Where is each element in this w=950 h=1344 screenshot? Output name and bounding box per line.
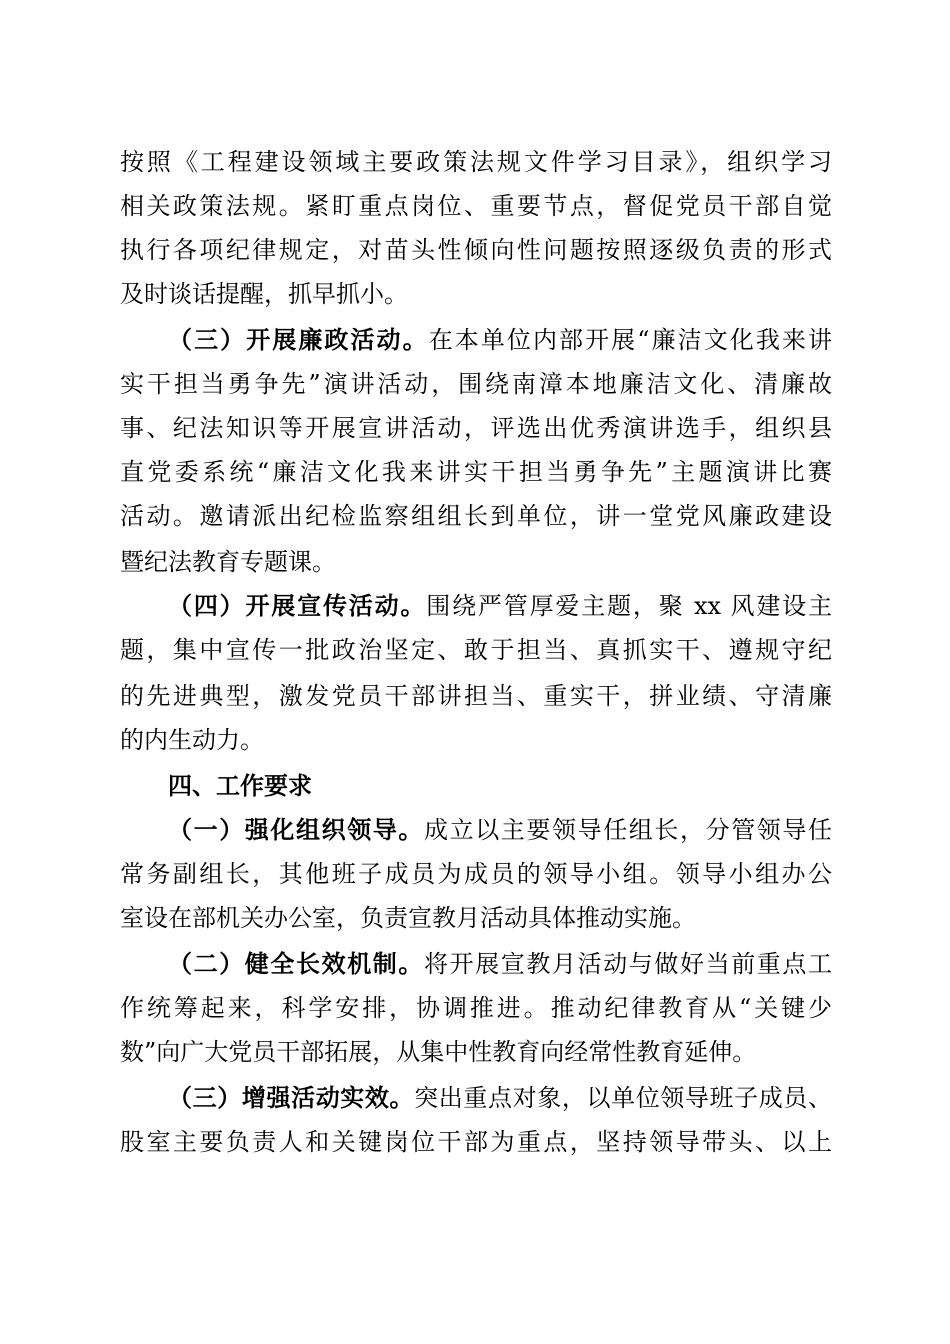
paragraph-2-line-6: 暨纪法教育专题课。 — [120, 548, 336, 576]
paragraph-5-line-2: 作统筹起来，科学安排，协调推进。推动纪律教育从“关键少 — [120, 994, 832, 1022]
paragraph-1-line-4: 及时谈话提醒，抓早抓小。 — [120, 280, 408, 308]
paragraph-3-line-4: 的内生动力。 — [120, 726, 264, 754]
paragraph-4-line-1-text: 成立以主要领导任组长，分管领导任 — [424, 816, 832, 844]
paragraph-6-lead: （三）增强活动实效。 — [168, 1083, 415, 1112]
section-heading: 四、工作要求 — [168, 771, 312, 800]
paragraph-3-line-2: 题，集中宣传一批政治坚定、敢于担当、真抓实干、遵规守纪 — [120, 636, 832, 664]
paragraph-5-line-1 — [168, 942, 832, 986]
paragraph-4-line-1 — [168, 808, 832, 852]
paragraph-3-line-1 — [168, 584, 832, 628]
paragraph-2-lead: （三）开展廉政活动。 — [168, 325, 429, 354]
paragraph-3-line-1-text: 围绕严管厚爱主题，聚 xx 风建设主 — [426, 592, 833, 620]
paragraph-2-line-3: 事、纪法知识等开展宣讲活动，评选出优秀演讲选手，组织县 — [120, 414, 832, 442]
paragraph-5-lead: （二）健全长效机制。 — [168, 949, 424, 978]
paragraph-6-line-1 — [168, 1076, 832, 1120]
paragraph-2-line-1 — [168, 318, 832, 362]
paragraph-2-line-4: 直党委系统“廉洁文化我来讲实干担当勇争先”主题演讲比赛 — [120, 458, 832, 486]
paragraph-4-line-2: 常务副组长，其他班子成员为成员的领导小组。领导小组办公 — [120, 860, 832, 888]
paragraph-6-line-1-text: 突出重点对象，以单位领导班子成员、 — [414, 1084, 833, 1112]
paragraph-6-line-2: 股室主要负责人和关键岗位干部为重点，坚持领导带头、以上 — [120, 1128, 832, 1156]
paragraph-2-line-1-text: 在本单位内部开展“廉洁文化我来讲 — [428, 326, 832, 354]
paragraph-4-lead: （一）强化组织领导。 — [168, 815, 424, 844]
paragraph-1-line-2: 相关政策法规。紧盯重点岗位、重要节点，督促党员干部自觉 — [120, 192, 832, 220]
paragraph-2-line-2: 实干担当勇争先”演讲活动，围绕南漳本地廉洁文化、清廉故 — [120, 370, 832, 398]
paragraph-1-line-1: 按照《工程建设领域主要政策法规文件学习目录》，组织学习 — [120, 148, 832, 176]
paragraph-3-line-3: 的先进典型，激发党员干部讲担当、重实干，拼业绩、守清廉 — [120, 682, 832, 710]
paragraph-2-line-5: 活动。邀请派出纪检监察组组长到单位，讲一堂党风廉政建设 — [120, 502, 832, 530]
paragraph-1-line-3: 执行各项纪律规定，对苗头性倾向性问题按照逐级负责的形式 — [120, 236, 832, 264]
paragraph-4-line-3: 室设在部机关办公室，负责宣教月活动具体推动实施。 — [120, 904, 696, 932]
paragraph-3-lead: （四）开展宣传活动。 — [168, 591, 427, 620]
paragraph-5-line-1-text: 将开展宣教月活动与做好当前重点工 — [424, 950, 832, 978]
paragraph-5-line-3: 数”向广大党员干部拓展，从集中性教育向经常性教育延伸。 — [120, 1038, 757, 1066]
